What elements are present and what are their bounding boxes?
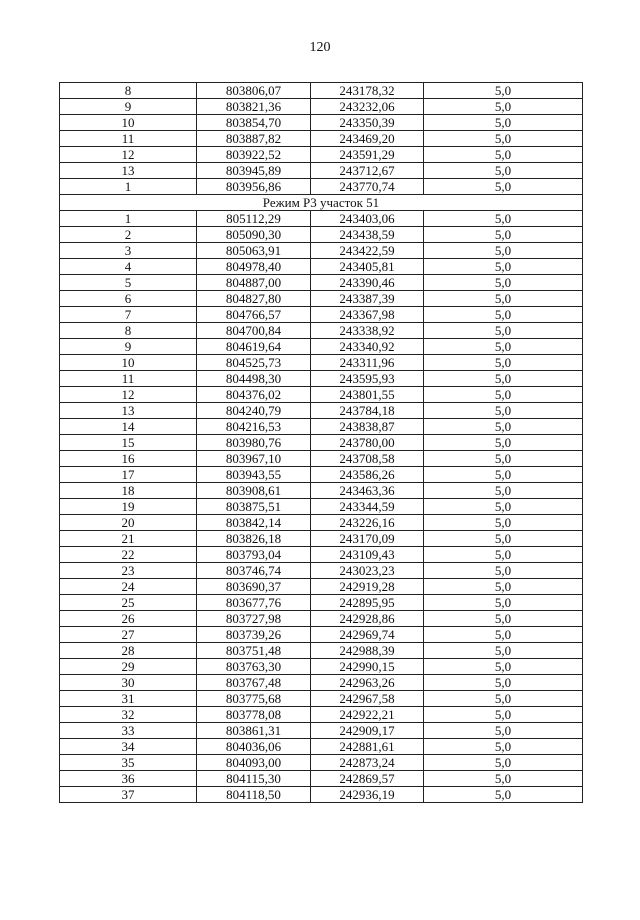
y-coordinate-cell: 243595,93 (311, 371, 424, 387)
x-coordinate-cell: 804766,57 (197, 307, 311, 323)
point-number-cell: 30 (60, 675, 197, 691)
table-body-before (60, 83, 583, 195)
accuracy-cell: 5,0 (424, 323, 583, 339)
point-number-cell: 17 (60, 467, 197, 483)
table-row (60, 131, 583, 147)
x-coordinate-cell: 803821,36 (197, 99, 311, 115)
point-number-cell: 19 (60, 499, 197, 515)
y-coordinate-cell: 242963,26 (311, 675, 424, 691)
table-row (60, 419, 583, 435)
accuracy-cell: 5,0 (424, 403, 583, 419)
table-row (60, 259, 583, 275)
accuracy-cell: 5,0 (424, 115, 583, 131)
table-row (60, 771, 583, 787)
y-coordinate-cell: 243311,96 (311, 355, 424, 371)
x-coordinate-cell: 803945,89 (197, 163, 311, 179)
y-coordinate-cell: 242909,17 (311, 723, 424, 739)
x-coordinate-cell: 805112,29 (197, 211, 311, 227)
accuracy-cell: 5,0 (424, 211, 583, 227)
accuracy-cell: 5,0 (424, 243, 583, 259)
y-coordinate-cell: 242895,95 (311, 595, 424, 611)
table-row (60, 275, 583, 291)
accuracy-cell: 5,0 (424, 515, 583, 531)
accuracy-cell: 5,0 (424, 387, 583, 403)
x-coordinate-cell: 803763,30 (197, 659, 311, 675)
accuracy-cell: 5,0 (424, 227, 583, 243)
y-coordinate-cell: 242928,86 (311, 611, 424, 627)
point-number-cell: 11 (60, 131, 197, 147)
point-number-cell: 7 (60, 307, 197, 323)
x-coordinate-cell: 803677,76 (197, 595, 311, 611)
point-number-cell: 15 (60, 435, 197, 451)
table-row (60, 691, 583, 707)
x-coordinate-cell: 804700,84 (197, 323, 311, 339)
table-row (60, 355, 583, 371)
accuracy-cell: 5,0 (424, 755, 583, 771)
point-number-cell: 18 (60, 483, 197, 499)
point-number-cell: 16 (60, 451, 197, 467)
point-number-cell: 10 (60, 355, 197, 371)
point-number-cell: 1 (60, 211, 197, 227)
table-row (60, 659, 583, 675)
accuracy-cell: 5,0 (424, 131, 583, 147)
point-number-cell: 14 (60, 419, 197, 435)
table-row (60, 675, 583, 691)
point-number-cell: 25 (60, 595, 197, 611)
table-body-after (60, 211, 583, 803)
table-row (60, 531, 583, 547)
x-coordinate-cell: 803767,48 (197, 675, 311, 691)
point-number-cell: 6 (60, 291, 197, 307)
x-coordinate-cell: 803806,07 (197, 83, 311, 99)
y-coordinate-cell: 243387,39 (311, 291, 424, 307)
point-number-cell: 13 (60, 403, 197, 419)
accuracy-cell: 5,0 (424, 563, 583, 579)
x-coordinate-cell: 804978,40 (197, 259, 311, 275)
x-coordinate-cell: 804093,00 (197, 755, 311, 771)
table-row (60, 595, 583, 611)
point-number-cell: 26 (60, 611, 197, 627)
x-coordinate-cell: 803861,31 (197, 723, 311, 739)
table-row (60, 323, 583, 339)
y-coordinate-cell: 243712,67 (311, 163, 424, 179)
accuracy-cell: 5,0 (424, 259, 583, 275)
point-number-cell: 5 (60, 275, 197, 291)
accuracy-cell: 5,0 (424, 99, 583, 115)
y-coordinate-cell: 243350,39 (311, 115, 424, 131)
x-coordinate-cell: 803826,18 (197, 531, 311, 547)
accuracy-cell: 5,0 (424, 147, 583, 163)
accuracy-cell: 5,0 (424, 355, 583, 371)
x-coordinate-cell: 803842,14 (197, 515, 311, 531)
table-row (60, 739, 583, 755)
table-row (60, 387, 583, 403)
table-row (60, 211, 583, 227)
section-header-row (60, 195, 583, 211)
point-number-cell: 20 (60, 515, 197, 531)
y-coordinate-cell: 242869,57 (311, 771, 424, 787)
table-row (60, 403, 583, 419)
y-coordinate-cell: 242969,74 (311, 627, 424, 643)
table-row (60, 483, 583, 499)
y-coordinate-cell: 243586,26 (311, 467, 424, 483)
accuracy-cell: 5,0 (424, 611, 583, 627)
x-coordinate-cell: 803854,70 (197, 115, 311, 131)
accuracy-cell: 5,0 (424, 659, 583, 675)
accuracy-cell: 5,0 (424, 739, 583, 755)
y-coordinate-cell: 242936,19 (311, 787, 424, 803)
table-row (60, 99, 583, 115)
point-number-cell: 2 (60, 227, 197, 243)
table-row (60, 611, 583, 627)
y-coordinate-cell: 243232,06 (311, 99, 424, 115)
y-coordinate-cell: 242967,58 (311, 691, 424, 707)
y-coordinate-cell: 242881,61 (311, 739, 424, 755)
table-row (60, 371, 583, 387)
x-coordinate-cell: 804887,00 (197, 275, 311, 291)
table-row (60, 467, 583, 483)
table-row (60, 83, 583, 99)
table-row (60, 723, 583, 739)
accuracy-cell: 5,0 (424, 291, 583, 307)
page-number: 120 (309, 40, 331, 55)
x-coordinate-cell: 803751,48 (197, 643, 311, 659)
point-number-cell: 32 (60, 707, 197, 723)
point-number-cell: 35 (60, 755, 197, 771)
x-coordinate-cell: 805090,30 (197, 227, 311, 243)
point-number-cell: 31 (60, 691, 197, 707)
table-row (60, 451, 583, 467)
y-coordinate-cell: 243784,18 (311, 403, 424, 419)
point-number-cell: 4 (60, 259, 197, 275)
x-coordinate-cell: 803739,26 (197, 627, 311, 643)
x-coordinate-cell: 803778,08 (197, 707, 311, 723)
table-row (60, 755, 583, 771)
accuracy-cell: 5,0 (424, 547, 583, 563)
y-coordinate-cell: 243708,58 (311, 451, 424, 467)
point-number-cell: 12 (60, 387, 197, 403)
y-coordinate-cell: 243591,29 (311, 147, 424, 163)
accuracy-cell: 5,0 (424, 595, 583, 611)
y-coordinate-cell: 243178,32 (311, 83, 424, 99)
point-number-cell: 8 (60, 323, 197, 339)
y-coordinate-cell: 243463,36 (311, 483, 424, 499)
table-row (60, 291, 583, 307)
x-coordinate-cell: 804525,73 (197, 355, 311, 371)
x-coordinate-cell: 804827,80 (197, 291, 311, 307)
point-number-cell: 21 (60, 531, 197, 547)
table-row (60, 547, 583, 563)
accuracy-cell: 5,0 (424, 787, 583, 803)
accuracy-cell: 5,0 (424, 275, 583, 291)
point-number-cell: 28 (60, 643, 197, 659)
x-coordinate-cell: 803956,86 (197, 179, 311, 195)
accuracy-cell: 5,0 (424, 179, 583, 195)
x-coordinate-cell: 804376,02 (197, 387, 311, 403)
point-number-cell: 8 (60, 83, 197, 99)
x-coordinate-cell: 803690,37 (197, 579, 311, 595)
accuracy-cell: 5,0 (424, 467, 583, 483)
y-coordinate-cell: 243403,06 (311, 211, 424, 227)
y-coordinate-cell: 243801,55 (311, 387, 424, 403)
accuracy-cell: 5,0 (424, 163, 583, 179)
point-number-cell: 3 (60, 243, 197, 259)
point-number-cell: 36 (60, 771, 197, 787)
accuracy-cell: 5,0 (424, 707, 583, 723)
accuracy-cell: 5,0 (424, 83, 583, 99)
y-coordinate-cell: 243438,59 (311, 227, 424, 243)
point-number-cell: 23 (60, 563, 197, 579)
table-row (60, 499, 583, 515)
point-number-cell: 1 (60, 179, 197, 195)
y-coordinate-cell: 243770,74 (311, 179, 424, 195)
y-coordinate-cell: 243367,98 (311, 307, 424, 323)
table-row (60, 163, 583, 179)
point-number-cell: 29 (60, 659, 197, 675)
x-coordinate-cell: 804118,50 (197, 787, 311, 803)
y-coordinate-cell: 242990,15 (311, 659, 424, 675)
y-coordinate-cell: 243405,81 (311, 259, 424, 275)
accuracy-cell: 5,0 (424, 675, 583, 691)
accuracy-cell: 5,0 (424, 627, 583, 643)
x-coordinate-cell: 803922,52 (197, 147, 311, 163)
table-row (60, 515, 583, 531)
x-coordinate-cell: 803793,04 (197, 547, 311, 563)
y-coordinate-cell: 243780,00 (311, 435, 424, 451)
point-number-cell: 34 (60, 739, 197, 755)
y-coordinate-cell: 243338,92 (311, 323, 424, 339)
point-number-cell: 27 (60, 627, 197, 643)
table-row (60, 179, 583, 195)
x-coordinate-cell: 804216,53 (197, 419, 311, 435)
x-coordinate-cell: 803887,82 (197, 131, 311, 147)
x-coordinate-cell: 804498,30 (197, 371, 311, 387)
x-coordinate-cell: 804115,30 (197, 771, 311, 787)
table-row (60, 227, 583, 243)
accuracy-cell: 5,0 (424, 579, 583, 595)
accuracy-cell: 5,0 (424, 723, 583, 739)
x-coordinate-cell: 803980,76 (197, 435, 311, 451)
y-coordinate-cell: 243023,23 (311, 563, 424, 579)
accuracy-cell: 5,0 (424, 339, 583, 355)
accuracy-cell: 5,0 (424, 483, 583, 499)
y-coordinate-cell: 243469,20 (311, 131, 424, 147)
section-header-group (60, 195, 583, 211)
table-row (60, 627, 583, 643)
accuracy-cell: 5,0 (424, 451, 583, 467)
point-number-cell: 12 (60, 147, 197, 163)
point-number-cell: 10 (60, 115, 197, 131)
y-coordinate-cell: 243226,16 (311, 515, 424, 531)
y-coordinate-cell: 243390,46 (311, 275, 424, 291)
point-number-cell: 24 (60, 579, 197, 595)
table-row (60, 339, 583, 355)
point-number-cell: 13 (60, 163, 197, 179)
point-number-cell: 37 (60, 787, 197, 803)
accuracy-cell: 5,0 (424, 419, 583, 435)
table-row (60, 435, 583, 451)
y-coordinate-cell: 242988,39 (311, 643, 424, 659)
accuracy-cell: 5,0 (424, 531, 583, 547)
accuracy-cell: 5,0 (424, 643, 583, 659)
coordinates-table (59, 82, 583, 803)
section-title: Режим Р3 участок 51 (60, 195, 583, 211)
x-coordinate-cell: 803875,51 (197, 499, 311, 515)
x-coordinate-cell: 805063,91 (197, 243, 311, 259)
y-coordinate-cell: 242873,24 (311, 755, 424, 771)
point-number-cell: 9 (60, 99, 197, 115)
x-coordinate-cell: 803746,74 (197, 563, 311, 579)
x-coordinate-cell: 803943,55 (197, 467, 311, 483)
accuracy-cell: 5,0 (424, 435, 583, 451)
table-row (60, 579, 583, 595)
point-number-cell: 33 (60, 723, 197, 739)
y-coordinate-cell: 243170,09 (311, 531, 424, 547)
x-coordinate-cell: 803775,68 (197, 691, 311, 707)
x-coordinate-cell: 803908,61 (197, 483, 311, 499)
table-row (60, 643, 583, 659)
table-row (60, 147, 583, 163)
accuracy-cell: 5,0 (424, 691, 583, 707)
x-coordinate-cell: 804036,06 (197, 739, 311, 755)
point-number-cell: 9 (60, 339, 197, 355)
accuracy-cell: 5,0 (424, 371, 583, 387)
y-coordinate-cell: 243344,59 (311, 499, 424, 515)
y-coordinate-cell: 243422,59 (311, 243, 424, 259)
x-coordinate-cell: 804240,79 (197, 403, 311, 419)
table-row (60, 787, 583, 803)
y-coordinate-cell: 243340,92 (311, 339, 424, 355)
x-coordinate-cell: 803727,98 (197, 611, 311, 627)
y-coordinate-cell: 243109,43 (311, 547, 424, 563)
y-coordinate-cell: 242922,21 (311, 707, 424, 723)
table-row (60, 115, 583, 131)
accuracy-cell: 5,0 (424, 499, 583, 515)
table-row (60, 307, 583, 323)
accuracy-cell: 5,0 (424, 307, 583, 323)
point-number-cell: 22 (60, 547, 197, 563)
y-coordinate-cell: 243838,87 (311, 419, 424, 435)
table-row (60, 243, 583, 259)
accuracy-cell: 5,0 (424, 771, 583, 787)
point-number-cell: 11 (60, 371, 197, 387)
x-coordinate-cell: 803967,10 (197, 451, 311, 467)
x-coordinate-cell: 804619,64 (197, 339, 311, 355)
y-coordinate-cell: 242919,28 (311, 579, 424, 595)
table-row (60, 707, 583, 723)
table-row (60, 563, 583, 579)
